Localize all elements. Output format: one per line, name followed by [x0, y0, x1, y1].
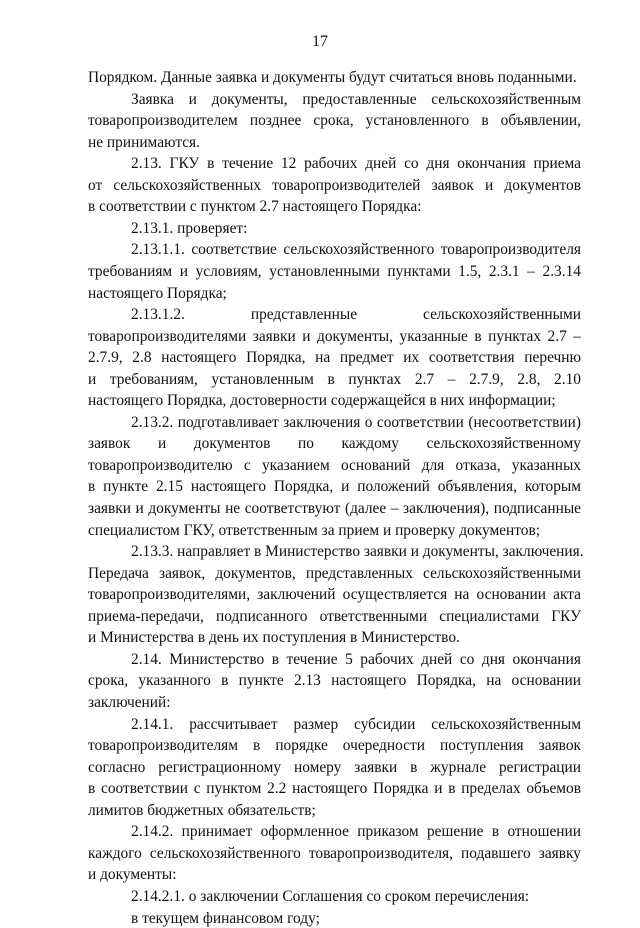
text-line: требованиям и условиям, установленными пунктами 1.5, 2.3.1 – 2.3.14	[88, 263, 581, 280]
text-line: товаропроизводителям в порядке очередности поступления заявок	[88, 737, 581, 755]
text-line: заявки и документы не соответствуют (далее – заключения), подписанные	[88, 500, 581, 517]
text-line: заявок и документов по каждому сельскохозяйственному	[88, 435, 581, 453]
text-line: в текущем финансовом году;	[131, 909, 320, 927]
text-line: 2.14.2. принимает оформленное приказом решение в отношении	[131, 823, 581, 841]
text-line: не принимаются.	[88, 133, 200, 151]
text-line: 2.13.1.2. представленные сельскохозяйственными	[131, 306, 581, 324]
text-line: заключений:	[88, 694, 171, 711]
text-line: товаропроизводителями заявки и документы, указанные в пунктах 2.7 –	[88, 327, 581, 345]
text-line: настоящего Порядка, достоверности содержащейся в них информации;	[88, 392, 556, 410]
text-line: 2.14. Министерство в течение 5 рабочих дней со дня окончания	[131, 650, 581, 668]
text-line: срока, указанного в пункте 2.13 настоящего Порядка, на основании	[88, 672, 581, 690]
text-line: специалистом ГКУ, ответственным за прием и проверку документов;	[88, 521, 541, 539]
text-line: 2.13.2. подготавливает заключения о соответствии (несоответствии)	[131, 413, 581, 431]
text-line: приема-передачи, подписанного ответственными специалистами ГКУ	[88, 607, 581, 625]
text-line: и требованиям, установленным в пунктах 2.7 – 2.7.9, 2.8, 2.10	[88, 370, 581, 388]
text-line: 2.14.1. рассчитывает размер субсидии сельскохозяйственным	[131, 715, 581, 733]
text-line: согласно регистрационному номеру заявки в журнале регистрации	[88, 758, 581, 776]
text-line: и Министерства в день их поступления в Министерство.	[88, 629, 460, 647]
text-line: 2.7.9, 2.8 настоящего Порядка, на предмет их соответствия перечню	[88, 349, 581, 367]
text-line: 2.13.1. проверяет:	[131, 219, 248, 237]
text-line: и документы:	[88, 866, 177, 884]
text-line: 2.13. ГКУ в течение 12 рабочих дней со дня окончания приема	[131, 155, 581, 173]
text-line: 2.14.2.1. о заключении Соглашения со сроком перечисления:	[131, 887, 530, 905]
text-line: от сельскохозяйственных товаропроизводителей заявок и документов	[88, 176, 581, 194]
text-line: товаропроизводителю с указанием оснований для отказа, указанных	[88, 456, 581, 474]
text-line: товаропроизводителями, заключений осуществляется на основании акта	[88, 586, 581, 604]
text-line: настоящего Порядка;	[88, 284, 227, 302]
text-line: товаропроизводителем позднее срока, установленного в объявлении,	[88, 112, 581, 130]
page-number: 17	[312, 33, 328, 50]
text-line: в пункте 2.15 настоящего Порядка, и положений объявления, которым	[88, 478, 581, 496]
text-line: Порядком. Данные заявка и документы будут считаться вновь поданными.	[88, 69, 577, 86]
text-line: 2.13.1.1. соответствие сельскохозяйственного товаропроизводителя	[131, 241, 581, 259]
text-line: в соответствии с пунктом 2.2 настоящего Порядка и в пределах объемов	[88, 780, 581, 798]
text-line: каждого сельскохозяйственного товаропроизводителя, подавшего заявку	[88, 844, 581, 862]
text-line: Заявка и документы, предоставленные сельскохозяйственным	[131, 90, 581, 108]
text-line: в соответствии с пунктом 2.7 настоящего Порядка:	[88, 198, 422, 216]
text-line: 2.13.3. направляет в Министерство заявки и документы, заключения.	[131, 543, 584, 561]
text-line: Передача заявок, документов, представленных сельскохозяйственными	[88, 564, 581, 582]
text-line: лимитов бюджетных обязательств;	[88, 801, 316, 819]
